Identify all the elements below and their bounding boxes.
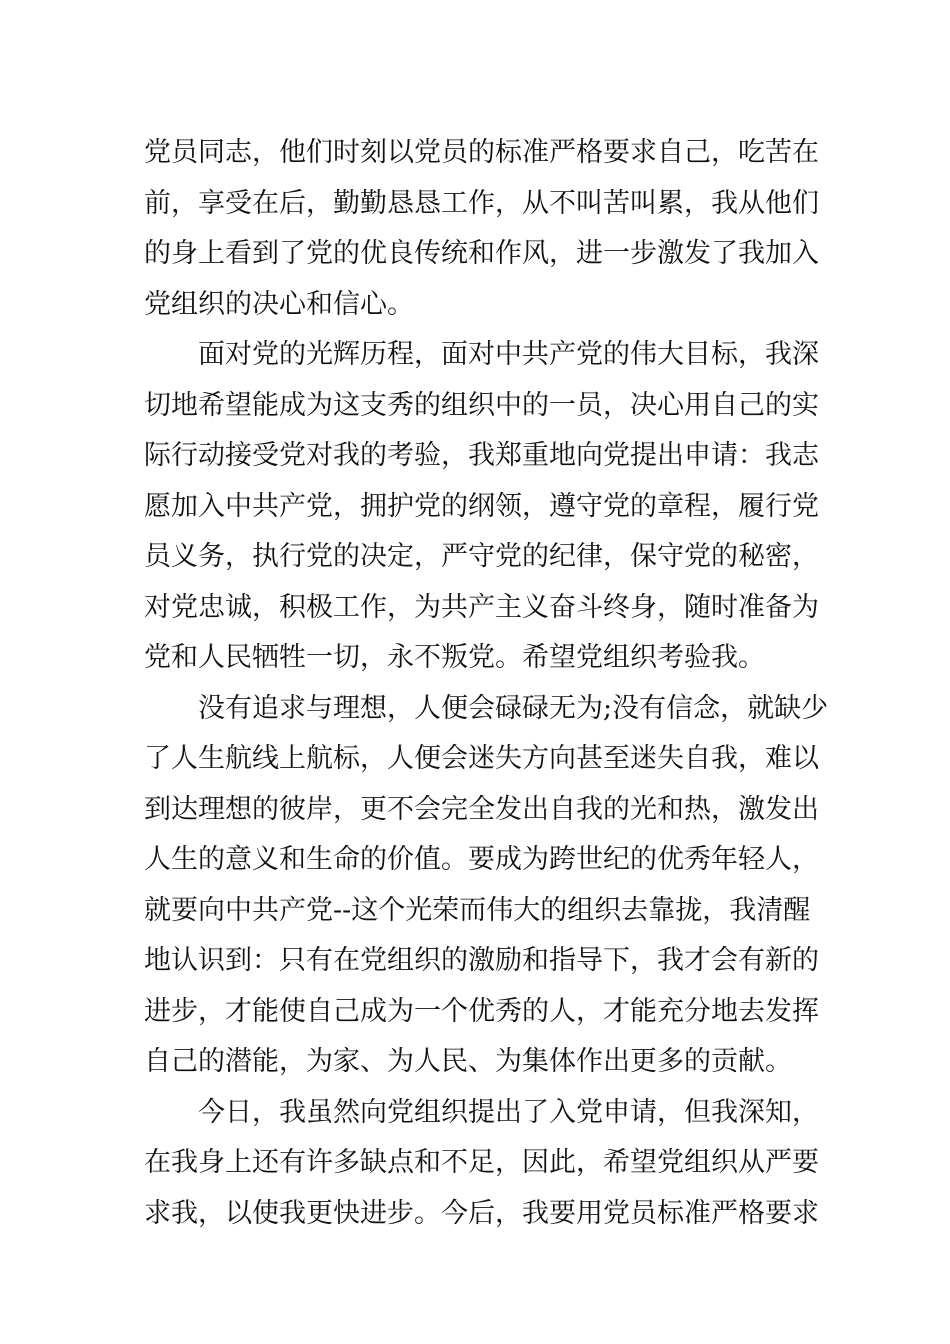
paragraph-3-line-8: 自己的潜能，为家、为人民、为集体作出更多的贡献。 [144, 1046, 792, 1077]
paragraph-1-line-4: 党组织的决心和信心。 [144, 288, 414, 320]
paragraph-2-line-7: 党和人民牺牲一切，永不叛党。希望党组织考验我。 [144, 642, 765, 673]
paragraph-2-line-1: 面对党的光辉历程，面对中共产党的伟大目标，我深 [198, 339, 819, 370]
paragraph-2-line-4: 愿加入中共产党，拥护党的纲领，遵守党的章程，履行党 [144, 490, 819, 522]
paragraph-4-line-1: 今日，我虽然向党组织提出了入党申请，但我深知， [198, 1096, 819, 1128]
paragraph-2-line-6: 对党忠诚，积极工作，为共产主义奋斗终身，随时准备为 [144, 591, 819, 623]
paragraph-4-line-3: 求我，以使我更快进步。今后，我要用党员标准严格要求 [144, 1197, 819, 1229]
paragraph-3-line-6: 地认识到：只有在党组织的激励和指导下，我才会有新的 [144, 945, 819, 976]
paragraph-2-line-2: 切地希望能成为这支秀的组织中的一员，决心用自己的实 [144, 389, 819, 421]
paragraph-3-line-7: 进步，才能使自己成为一个优秀的人，才能充分地去发挥 [144, 995, 819, 1027]
paragraph-4-line-2: 在我身上还有许多缺点和不足，因此，希望党组织从严要 [144, 1147, 819, 1178]
paragraph-3-line-1: 没有追求与理想，人便会碌碌无为;没有信念，就缺少 [198, 692, 829, 724]
paragraph-3-line-2: 了人生航线上航标，人便会迷失方向甚至迷失自我，难以 [144, 743, 819, 774]
paragraph-1-line-2: 前，享受在后，勤勤恳恳工作，从不叫苦叫累，我从他们 [144, 187, 819, 219]
document-body [144, 128, 829, 1239]
paragraph-1-line-1: 党员同志，他们时刻以党员的标准严格要求自己，吃苦在 [144, 137, 819, 168]
paragraph-2-line-5: 员义务，执行党的决定，严守党的纪律，保守党的秘密， [144, 541, 819, 572]
paragraph-1-line-3: 的身上看到了党的优良传统和作风，进一步激发了我加入 [144, 238, 819, 269]
paragraph-3-line-5: 就要向中共产党--这个光荣而伟大的组织去靠拢，我清醒 [144, 894, 811, 926]
paragraph-3-line-4: 人生的意义和生命的价值。要成为跨世纪的优秀年轻人， [144, 844, 819, 875]
paragraph-3-line-3: 到达理想的彼岸，更不会完全发出自我的光和热，激发出 [144, 793, 819, 825]
paragraph-2-line-3: 际行动接受党对我的考验，我郑重地向党提出申请：我志 [144, 440, 819, 471]
